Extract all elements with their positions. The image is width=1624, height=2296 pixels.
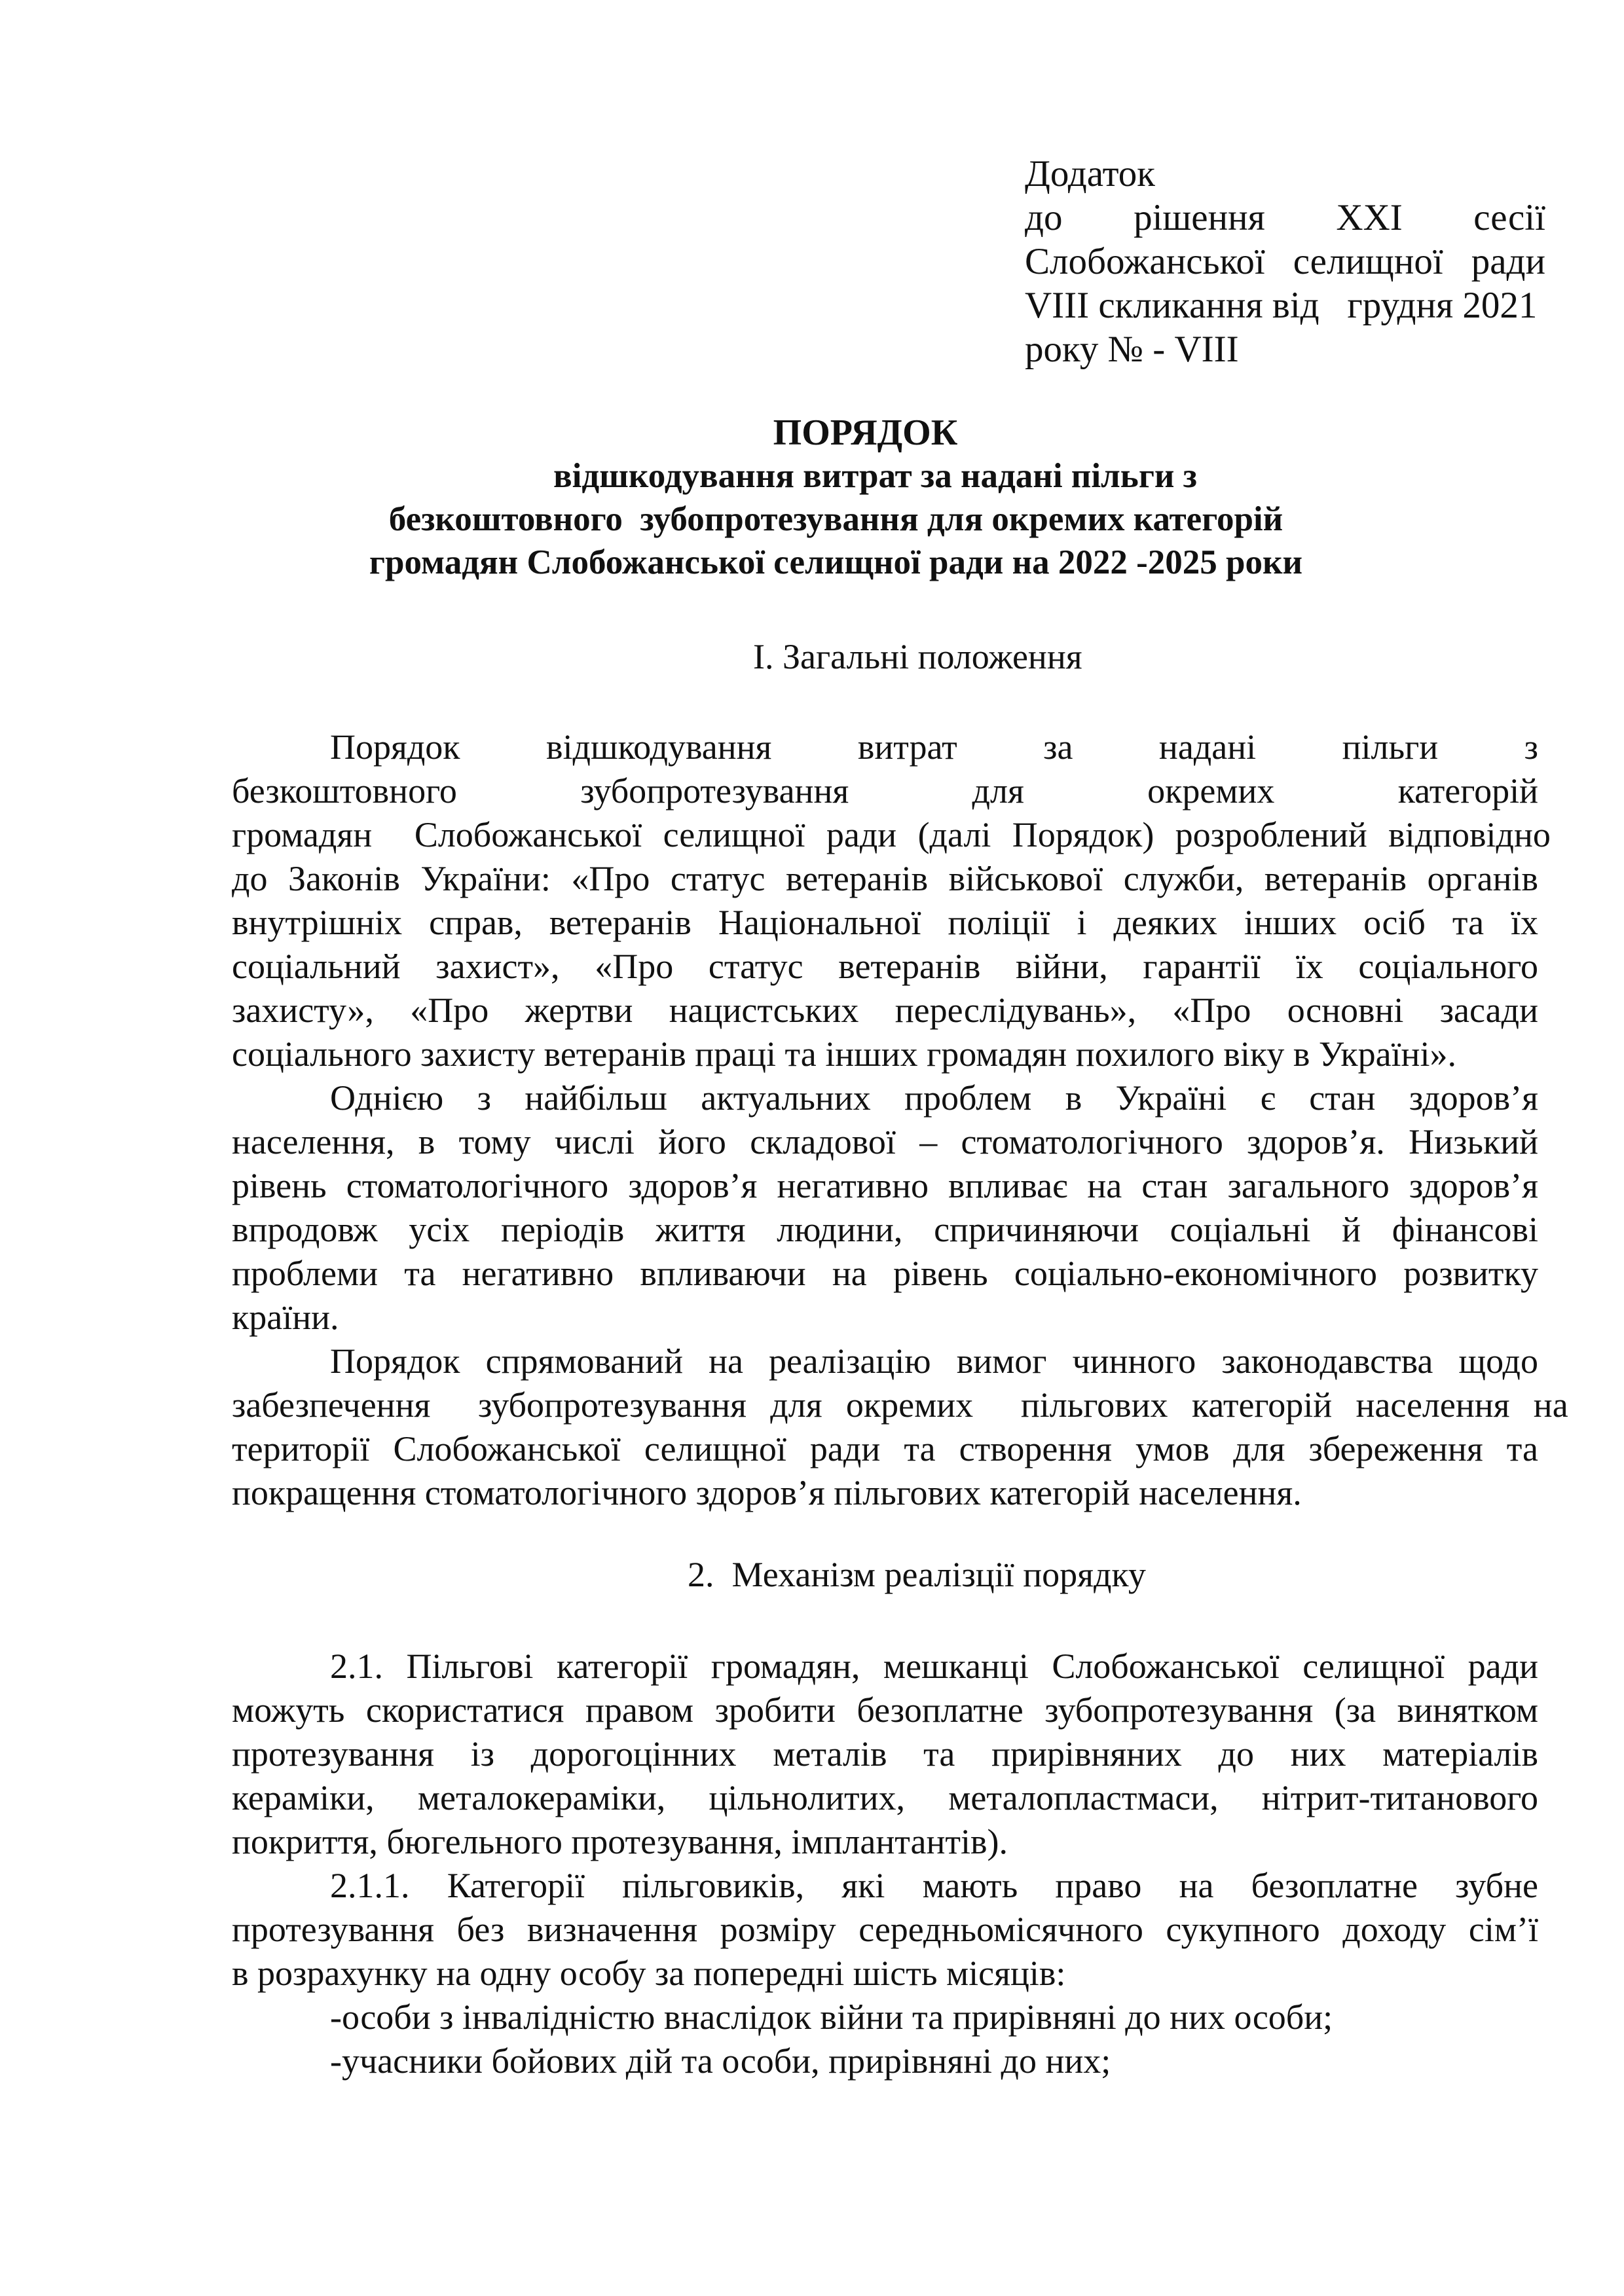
document-title <box>232 411 1440 584</box>
word: окремих <box>1147 771 1275 811</box>
paragraph-line: кераміки, металокераміки, цільнолитих, металопластмаси, нітрит-титанового <box>232 1778 1538 1817</box>
paragraph-line: рівень стоматологічного здоров’я негативно впливає на стан загального здоров’я <box>232 1166 1538 1205</box>
title-line-2: безкоштовного зубопротезування для окремих категорій <box>388 500 1283 538</box>
word: зубопротезування <box>580 771 849 811</box>
paragraph-line: можуть скористатися правом зробити безоплатне зубопротезування (за винятком <box>232 1690 1538 1730</box>
paragraph-line: протезування без визначення розміру середньомісячного сукупного доходу сім’ї <box>232 1910 1538 1949</box>
list-item: -особи з інвалідністю внаслідок війни та прирівняні до них особи; <box>330 1997 1333 2037</box>
paragraph-line: громадян Слобожанської селищної ради (далі Порядок) розроблений відповідно <box>232 815 1551 854</box>
paragraph-line <box>232 725 1538 769</box>
appendix-block <box>1025 152 1545 371</box>
word: безкоштовного <box>232 771 457 811</box>
paragraph-line: захисту», «Про жертви нацистських переслідувань», «Про основні засади <box>232 991 1538 1030</box>
paragraph-line: внутрішніх справ, ветеранів Національної поліції і деяких інших осіб та їх <box>232 903 1538 942</box>
appendix-line-3 <box>1025 240 1545 283</box>
title-line-1: відшкодування витрат за надані пільги з <box>553 457 1197 495</box>
section-1-heading: І. Загальні положення <box>753 637 1082 676</box>
paragraph-line: соціальний захист», «Про статус ветеранів війни, гарантії їх соціального <box>232 947 1538 986</box>
paragraph-line: проблеми та негативно впливаючи на рівень соціально-економічного розвитку <box>232 1254 1538 1293</box>
paragraph-line: впродовж усіх періодів життя людини, спричиняючи соціальні й фінансові <box>232 1210 1538 1249</box>
paragraph-line: до Законів України: «Про статус ветеранів військової служби, ветеранів органів <box>232 859 1538 898</box>
paragraph-line: Порядок спрямований на реалізацію вимог чинного законодавства щодо <box>330 1341 1538 1381</box>
appendix-line-2 <box>1025 196 1545 240</box>
appendix-word: ради <box>1471 241 1545 282</box>
appendix-word: сесії <box>1473 197 1545 238</box>
paragraph-line: Однією з найбільш актуальних проблем в Україні є стан здоров’я <box>330 1078 1538 1118</box>
section-2-heading: 2. Механізм реалізції порядку <box>688 1555 1146 1594</box>
appendix-line-4: VIII скликання від грудня 2021 <box>1025 285 1538 326</box>
paragraph-line: протезування із дорогоцінних металів та прирівняних до них матеріалів <box>232 1734 1538 1774</box>
appendix-word: селищної <box>1293 241 1443 282</box>
list-item: -учасники бойових дій та особи, прирівняні до них; <box>330 2041 1111 2081</box>
paragraph-line: країни. <box>232 1298 339 1337</box>
title-main: ПОРЯДОК <box>773 412 958 453</box>
paragraph-line: покриття, бюгельного протезування, імплантантів). <box>232 1822 1008 1861</box>
title-line-3: громадян Слобожанської селищної ради на 2022 -2025 роки <box>369 543 1303 581</box>
appendix-line-1: Додаток <box>1025 153 1155 194</box>
appendix-word: XXI <box>1336 197 1403 238</box>
paragraph-line: в розрахунку на одну особу за попередні шість місяців: <box>232 1954 1066 1993</box>
word: витрат <box>857 727 957 767</box>
word: для <box>972 771 1024 811</box>
section-2-body <box>232 1645 1538 2083</box>
word: відшкодування <box>546 727 772 767</box>
word: пільги <box>1342 727 1439 767</box>
paragraph-line: населення, в тому числі його складової – стоматологічного здоров’я. Низький <box>232 1122 1538 1161</box>
section-1-body <box>232 725 1568 1515</box>
appendix-word: Слобожанської <box>1025 241 1265 282</box>
paragraph-line: території Слобожанської селищної ради та створення умов для збереження та <box>232 1429 1538 1468</box>
paragraph-line: забезпечення зубопротезування для окремих пільгових категорій населення на <box>232 1385 1568 1425</box>
word: надані <box>1158 727 1257 767</box>
paragraph-line: 2.1.1. Категорії пільговиків, які мають право на безоплатне зубне <box>330 1866 1538 1905</box>
paragraph-line: 2.1. Пільгові категорії громадян, мешканці Слобожанської селищної ради <box>330 1647 1538 1686</box>
word: за <box>1043 727 1073 767</box>
paragraph-line <box>232 769 1538 813</box>
appendix-line-5: року № - VIII <box>1025 329 1239 370</box>
paragraph-line: соціального захисту ветеранів праці та інших громадян похилого віку в Україні». <box>232 1034 1456 1074</box>
word: категорій <box>1397 771 1538 811</box>
word: з <box>1524 727 1538 767</box>
appendix-word: рішення <box>1134 197 1265 238</box>
paragraph-line: покращення стоматологічного здоров’я пільгових категорій населення. <box>232 1473 1302 1512</box>
appendix-word: до <box>1025 197 1063 238</box>
word: Порядок <box>330 727 460 767</box>
